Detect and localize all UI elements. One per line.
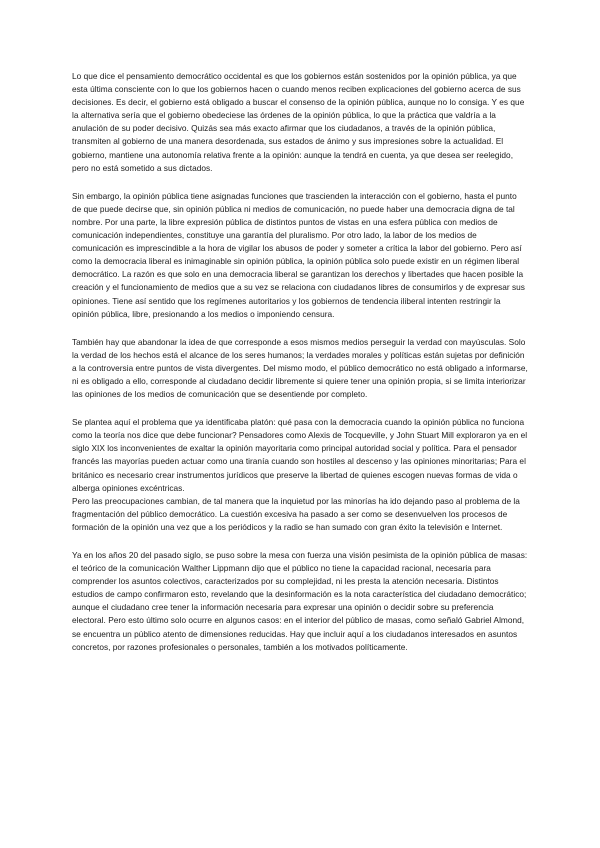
document-body	[72, 70, 528, 669]
paragraph-2: Sin embargo, la opinión pública tiene asignadas funciones que trascienden la interacción con el gobierno, hasta el punto de que puede decirse que, sin opinión pública ni medios de comunicación, no puede haber una democracia digna de tal nombre. Por una parte, la libre expresión pública de distintos puntos de vistas en una esfera pública con medios de comunicación independientes, constituye una garantía del pluralismo. Por otro lado, la labor de los medios de comunicación es imprescindible a la hora de vigilar los abusos de poder y someter a crítica la labor del gobierno. Pero así como la democracia liberal es inimaginable sin opinión pública, la opinión pública solo puede existir en un régimen liberal democrático. La razón es que solo en una democracia liberal se garantizan los derechos y libertades que hacen posible la creación y el funcionamiento de medios que a su vez se relaciona con ciudadanos libres de consumirlos y de expresar sus opiniones. Tiene así sentido que los regímenes autoritarios y los gobiernos de tendencia iliberal intenten restringir la opinión pública, libre, presionando a los medios o imponiendo censura.	[72, 190, 525, 319]
paragraph-6: Ya en los años 20 del pasado siglo, se puso sobre la mesa con fuerza una visión pesimista de la opinión pública de masas: el teórico de la comunicación Walther Lippmann dijo que el público no tiene la capacidad racional, necesaria para comprender los asuntos colectivos, caracterizados por su complejidad, ni les presta la atención necesaria. Distintos estudios de campo confirmaron esto, revelando que la desinformación es la nota característica del ciudadano democrático; aunque el ciudadano cree tener la información necesaria para expresar una opinión o decidir sobre su preferencia electoral. Pero esto último solo ocurre en algunos casos: en el interior del público de masas, como señaló Gabriel Almond, se encuentra un público atento de dimensiones reducidas. Hay que incluir aquí a los ciudadanos interesados en asuntos concretos, por razones profesionales o personales, también a los motivados políticamente.	[72, 550, 528, 652]
paragraph-4: Se plantea aquí el problema que ya identificaba platón: qué pasa con la democracia cuando la opinión pública no funciona como la teoría nos dice que debe funcionar? Pensadores como Alexis de Tocqueville, y John Stuart Mill exploraron ya en el siglo XIX los inconvenientes de exaltar la opinión mayoritaria como principal autoridad social y política. Para el pensador francés las mayorías pueden actuar como una tiranía cuando son hostiles al descenso y las opiniones minoritarias; Para el británico es necesario crear instrumentos jurídicos que preserve la libertad de quienes escogen nuevas formas de vida o alberga opiniones excéntricas.	[72, 417, 528, 493]
paragraph-3: También hay que abandonar la idea de que corresponde a esos mismos medios perseguir la verdad con mayúsculas. Solo la verdad de los hechos está el alcance de los seres humanos; la verdades morales y políticas están sujetas por definición a la controversia entre puntos de vista divergentes. Del mismo modo, el público democrático no está obligado a informarse, ni es obligado a ello, corresponde al ciudadano decidir libremente si quiere tener una opinión propia, si se limita interiorizar las opiniones de los medios de comunicación que se desentiende por completo.	[72, 336, 528, 400]
paragraph-1: Lo que dice el pensamiento democrático occidental es que los gobiernos están sostenidos por la opinión pública, ya que esta última consciente con lo que los gobiernos hacen o cuando menos reciben explicaciones del gobierno acerca de sus decisiones. Es decir, el gobierno está obligado a buscar el consenso de la opinión pública, aunque no lo consiga. Y es que la alternativa sería que el gobierno obedeciese las órdenes de la opinión pública, lo que la práctica que valdría a la anulación de su poder decisivo. Quizás sea más exacto afirmar que los ciudadanos, a través de la opinión pública, transmiten al gobierno de una manera desordenada, sus estados de ánimo y sus impresiones sobre la actualidad. El gobierno, mantiene una autonomía relativa frente a la opinión: aunque la tendrá en cuenta, ya que desea ser reelegido, pero no está sometido a sus dictados.	[72, 71, 525, 173]
paragraph-5: Pero las preocupaciones cambian, de tal manera que la inquietud por las minorías ha ido dejando paso al problema de la fragmentación del público democrático. La cuestión excesiva ha pasado a ser como se desenvuelven los procesos de formación de la opinión una vez que a los periódicos y la radio se han sumado con gran éxito la televisión e Internet.	[72, 495, 520, 532]
